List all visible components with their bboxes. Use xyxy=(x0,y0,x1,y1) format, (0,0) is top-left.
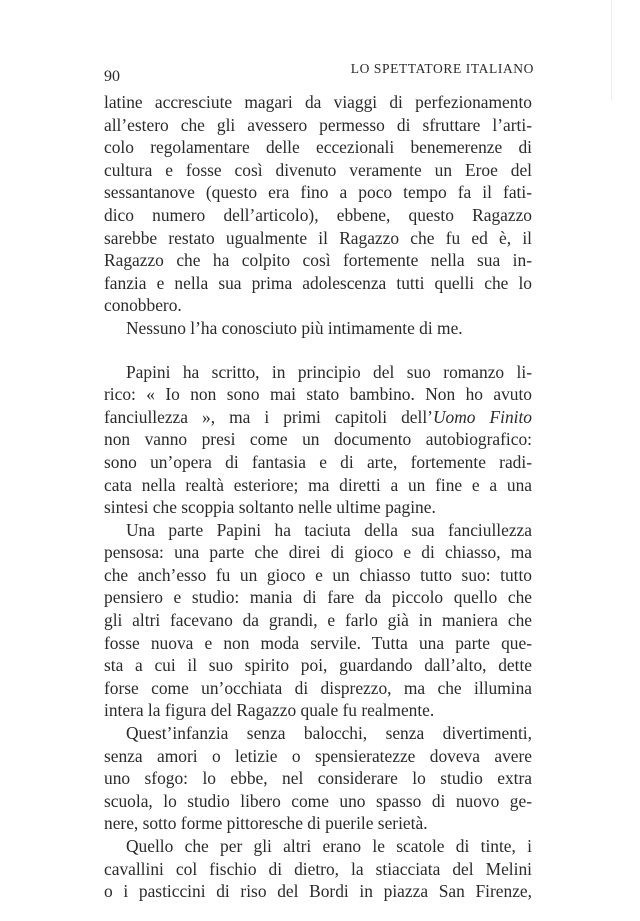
text-fragment: fanciullezza », ma i primi capitoli dell’ xyxy=(104,406,433,427)
text-line: gli altri facevano da grandi, e farlo già in maniera che xyxy=(104,610,532,631)
text-line: pensosa: una parte che direi di gioco e di chiasso, ma xyxy=(104,542,532,563)
text-line: senza amori o letizie o spensieratezze doveva avere xyxy=(104,745,532,766)
text-line: sarebbe restato ugualmente il Ragazzo che fu ed è, il xyxy=(104,227,532,248)
paragraph xyxy=(104,317,532,340)
text-line: latine accresciute magari da viaggi di perfezionamento xyxy=(104,92,532,112)
paragraph xyxy=(104,361,532,519)
text-line: colo regolamentare delle eccezionali benemerenze di xyxy=(104,137,532,158)
book-title: Uomo Finito xyxy=(432,406,532,427)
text-line: forse come un’occhiata di disprezzo, ma che illumina xyxy=(104,677,532,698)
body-text xyxy=(104,91,532,903)
text-line: nere, sotto forme pittoresche di puerile serietà. xyxy=(104,813,428,834)
paragraph xyxy=(104,519,532,722)
scan-edge-line xyxy=(611,0,612,100)
text-line: dico numero dell’articolo), ebbene, questo Ragazzo xyxy=(104,204,532,225)
page-number: 90 xyxy=(104,68,120,85)
text-line: conobbero. xyxy=(104,295,182,316)
text-line: che anch’esso fu un gioco e un chiasso tutto suo: tutto xyxy=(104,564,532,585)
paragraph xyxy=(104,835,532,903)
text-line: sta a cui il suo spirito poi, guardando dall’alto, dette xyxy=(104,655,532,676)
text-line: sintesi che scoppia soltanto nelle ultime pagine. xyxy=(104,497,436,518)
text-line: sessantanove (questo era fino a poco tempo fa il fati- xyxy=(104,182,532,203)
text-line: Ragazzo che ha colpito così fortemente nella sua in- xyxy=(104,250,532,271)
text-line: pensiero e studio: mania di fare da piccolo quello che xyxy=(104,587,532,608)
text-line: Papini ha scritto, in principio del suo romanzo li- xyxy=(126,361,532,382)
text-line: Una parte Papini ha taciuta della sua fanciullezza xyxy=(126,519,532,540)
paragraph xyxy=(104,722,532,835)
text-line: non vanno presi come un documento autobiografico: xyxy=(104,429,532,450)
text-line: fosse nuova e non moda servile. Tutta una parte que- xyxy=(104,632,532,653)
text-line: cultura e fosse così divenuto veramente un Eroe del xyxy=(104,159,532,180)
text-line: rico: « Io non sono mai stato bambino. Non ho avuto xyxy=(104,384,532,405)
text-line: sono un’opera di fantasia e di arte, fortemente radi- xyxy=(104,451,532,472)
running-head xyxy=(104,58,534,85)
text-line: Quello che per gli altri erano le scatole di tinte, i xyxy=(126,836,532,856)
journal-title: LO SPETTATORE ITALIANO xyxy=(350,61,534,76)
section-gap xyxy=(104,340,532,361)
text-line: cata nella realtà esteriore; ma diretti a un fine e a una xyxy=(104,474,532,495)
text-line: uno sfogo: lo ebbe, nel considerare lo studio extra xyxy=(104,768,532,789)
text-line: intera la figura del Ragazzo quale fu realmente. xyxy=(104,700,435,721)
text-line: cavallini col fischio di dietro, la stiacciata del Melini xyxy=(104,858,532,879)
text-line: all’estero che gli avessero permesso di sfruttare l’arti- xyxy=(104,114,532,135)
text-line: Nessuno l’ha conosciuto più intimamente di me. xyxy=(126,317,463,338)
text-line: fanzia e nella sua prima adolescenza tutti quelli che lo xyxy=(104,272,532,293)
text-line: o i pasticcini di riso del Bordi in piazza San Firenze, xyxy=(104,881,532,902)
text-line: scuola, lo studio libero come uno spasso di nuovo ge- xyxy=(104,790,532,811)
text-line-with-title xyxy=(104,406,532,429)
paragraph xyxy=(104,91,532,317)
text-line: Quest’infanzia senza balocchi, senza divertimenti, xyxy=(126,723,532,744)
